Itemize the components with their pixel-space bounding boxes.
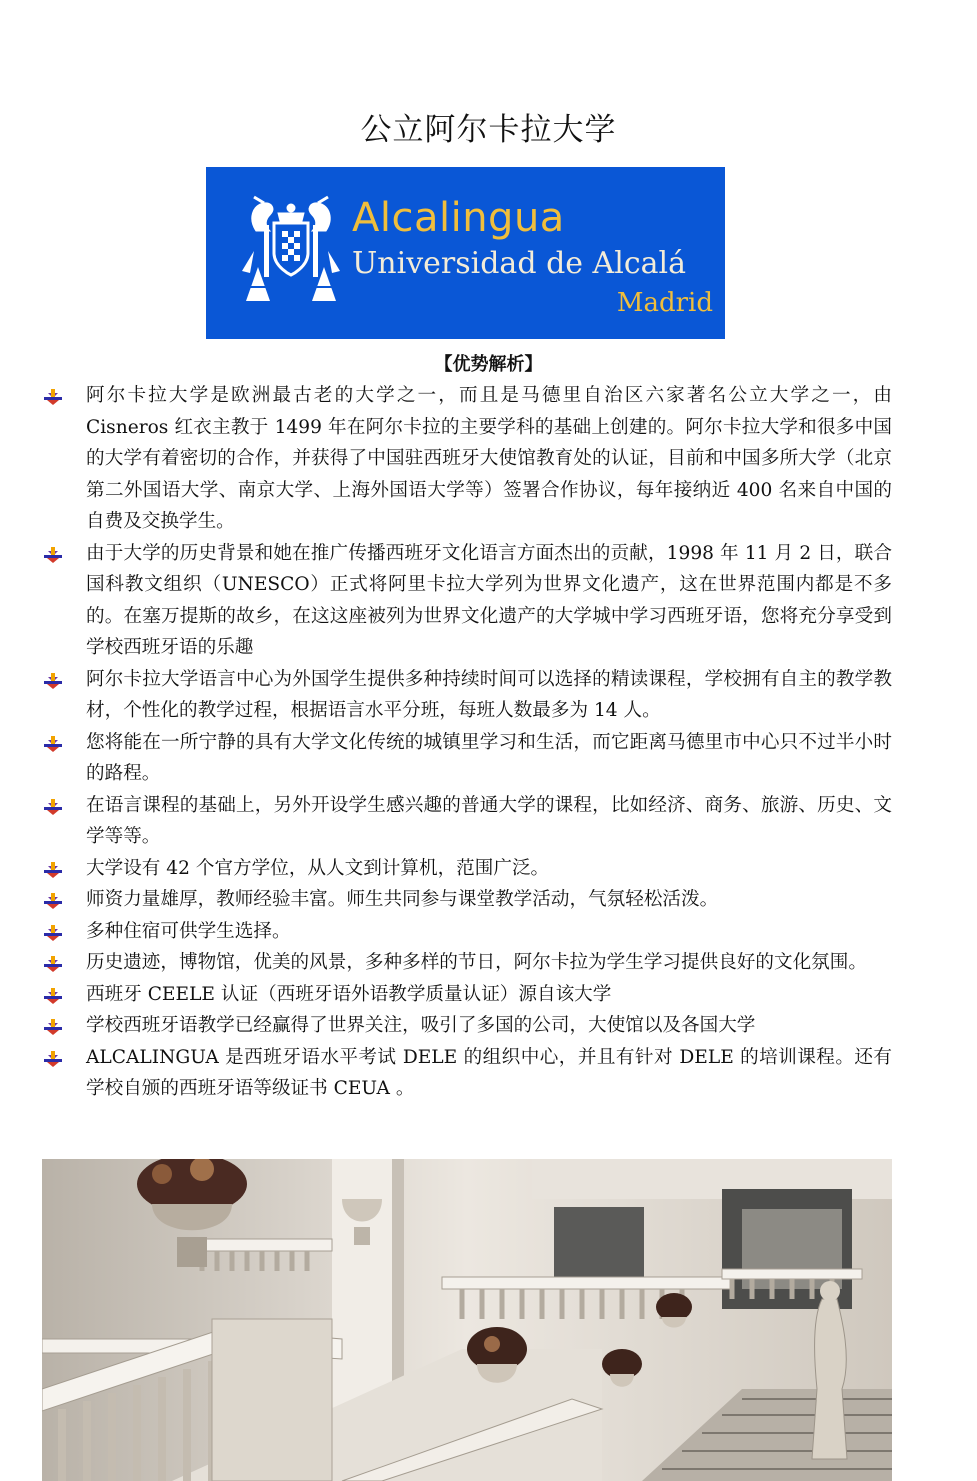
logo-city-text: Madrid [616,288,713,318]
university-crest-icon [236,191,346,306]
list-item-text: 历史遗迹，博物馆，优美的风景，多种多样的节日，阿尔卡拉为学生学习提供良好的文化氛围。 [86,952,867,973]
list-item [44,884,892,916]
advantages-list [44,380,892,1105]
list-item-text: 学校西班牙语教学已经赢得了世界关注，吸引了多国的公司，大使馆以及各国大学 [86,1015,756,1036]
logo-brand-text: Alcalingua [352,195,565,241]
down-arrow-bullet-icon [44,546,62,564]
list-item [44,916,892,948]
list-item-text: 师资力量雄厚，教师经验丰富。师生共同参与课堂教学活动，气氛轻松活泼。 [86,889,719,910]
list-item [44,790,892,853]
down-arrow-bullet-icon [44,987,62,1005]
list-item [44,538,892,664]
list-item-text: 多种住宿可供学生选择。 [86,920,291,942]
page-title: 公立阿尔卡拉大学 [360,112,617,148]
logo-university-text: Universidad de Alcalá [352,246,686,281]
list-item-text: 大学设有 42 个官方学位，从人文到计算机，范围广泛。 [86,857,550,879]
list-item-text: 在语言课程的基础上，另外开设学生感兴趣的普通大学的课程，比如经济、商务、旅游、历史、文学等等。 [86,794,892,847]
campus-photo [42,1159,892,1481]
list-item-text: 西班牙 CEELE 认证（西班牙语外语教学质量认证）源自该大学 [86,983,612,1005]
down-arrow-bullet-icon [44,861,62,879]
down-arrow-bullet-icon [44,1050,62,1068]
down-arrow-bullet-icon [44,388,62,406]
down-arrow-bullet-icon [44,955,62,973]
down-arrow-bullet-icon [44,672,62,690]
list-item [44,664,892,727]
list-item [44,1010,892,1042]
list-item [44,727,892,790]
list-item-text: 您将能在一所宁静的具有大学文化传统的城镇里学习和生活，而它距离马德里市中心只不过半小时的路程。 [86,731,892,784]
down-arrow-bullet-icon [44,1018,62,1036]
list-item-text: 阿尔卡拉大学语言中心为外国学生提供多种持续时间可以选择的精读课程，学校拥有自主的教学教材，个性化的教学过程，根据语言水平分班，每班人数最多为 14 人。 [86,668,892,721]
down-arrow-bullet-icon [44,892,62,910]
list-item-text: 由于大学的历史背景和她在推广传播西班牙文化语言方面杰出的贡献，1998 年 11 月 2 日，联合国科教文组织（UNESCO）正式将阿里卡拉大学列为世界文化遗产，这在世界范围内都是不多的。在塞万提斯的故乡，在这这座被列为世界文化遗产的大学城中学习西班牙语，您将充分享受到学校西班牙语的乐趣 [86,542,892,658]
list-item [44,979,892,1011]
list-item [44,947,892,979]
list-item-text: 阿尔卡拉大学是欧洲最古老的大学之一，而且是马德里自治区六家著名公立大学之一，由 Cisneros 红衣主教于 1499 年在阿尔卡拉的主要学科的基础上创建的。阿尔卡拉大学和很多中国的大学有着密切的合作，并获得了中国驻西班牙大使馆教育处的认证，目前和中国多所大学（北京第二外国语大学、南京大学、上海外国语大学等）签署合作协议，每年接纳近 400 名来自中国的自费及交换学生。 [86,385,892,532]
list-item-text: ALCALINGUA 是西班牙语水平考试 DELE 的组织中心，并且有针对 DELE 的培训课程。还有学校自颁的西班牙语等级证书 CEUA 。 [86,1046,892,1099]
alcalingua-logo [206,167,725,339]
down-arrow-bullet-icon [44,735,62,753]
down-arrow-bullet-icon [44,924,62,942]
section-heading: 【优势解析】 [434,354,543,375]
list-item [44,1042,892,1105]
list-item [44,380,892,538]
down-arrow-bullet-icon [44,798,62,816]
list-item [44,853,892,885]
